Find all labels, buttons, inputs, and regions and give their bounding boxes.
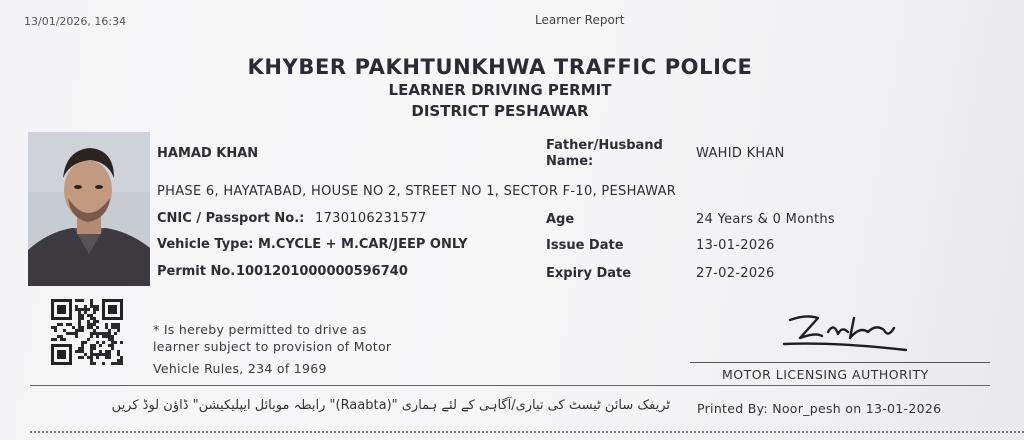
issue-value: 13-01-2026 <box>696 238 775 253</box>
holder-photo <box>28 132 150 286</box>
signature-mark <box>776 308 916 358</box>
vehicle-value: M.CYCLE + M.CAR/JEEP ONLY <box>258 237 468 252</box>
issue-label: Issue Date <box>546 238 624 253</box>
qr-code-icon <box>49 298 125 366</box>
expiry-value: 27-02-2026 <box>696 266 775 281</box>
footer-divider <box>30 385 990 386</box>
cut-line <box>30 431 1024 433</box>
cnic-label: CNIC / Passport No.: <box>157 211 305 226</box>
holder-name: HAMAD KHAN <box>157 146 259 161</box>
vehicle-label: Vehicle Type: <box>157 237 254 252</box>
father-name: WAHID KHAN <box>696 146 785 161</box>
expiry-label: Expiry Date <box>546 266 632 281</box>
licensing-authority: MOTOR LICENSING AUTHORITY <box>722 367 929 382</box>
print-datetime: 13/01/2026, 16:34 <box>24 15 127 28</box>
permit-title: LEARNER DRIVING PERMIT <box>388 81 612 99</box>
father-label-line2: Name: <box>546 154 594 169</box>
permit-label: Permit No. <box>157 264 236 279</box>
department-title: KHYBER PAKHTUNKHWA TRAFFIC POLICE <box>247 55 753 79</box>
urdu-app-notice: ٹریفک سائن ٹیسٹ کی تیاری/آگاہی کے لئے ہماری "(Raabta)" رابطہ موبائل ایپلیکیشن" ڈاؤن لوڈ کریں <box>111 398 670 413</box>
printed-by: Printed By: Noor_pesh on 13-01-2026 <box>697 401 942 416</box>
report-title: Learner Report <box>535 13 625 27</box>
notice-line3: Vehicle Rules, 234 of 1969 <box>153 361 327 376</box>
notice-line1: * Is hereby permitted to drive as <box>153 322 367 337</box>
age-value: 24 Years & 0 Months <box>696 212 835 227</box>
district-title: DISTRICT PESHAWAR <box>411 102 589 120</box>
address: PHASE 6, HAYATABAD, HOUSE NO 2, STREET NO 1, SECTOR F-10, PESHAWAR <box>157 184 677 199</box>
signature-line <box>690 362 990 363</box>
person-photo-icon <box>28 132 150 286</box>
cnic-value: 1730106231577 <box>315 211 427 226</box>
permit-value: 1001201000000596740 <box>236 264 408 279</box>
notice-line2: learner subject to provision of Motor <box>153 339 392 354</box>
father-label-line1: Father/Husband <box>546 138 663 153</box>
age-label: Age <box>546 212 575 227</box>
